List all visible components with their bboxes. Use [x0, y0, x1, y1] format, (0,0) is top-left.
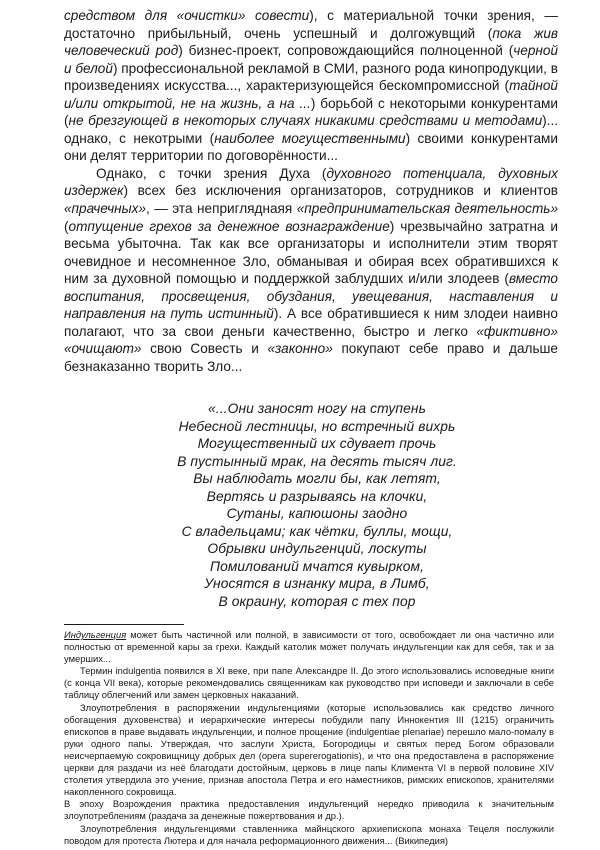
italic-run: пока жив человеческий род: [64, 25, 558, 59]
text-run: свою Совесть и: [141, 341, 268, 357]
footnote-paragraph-1: [64, 629, 554, 665]
text-run: ). А все обратившиеся к ним злодеи наивно полагают, что за свои деньги качественно, быстро и легко: [64, 306, 558, 339]
italic-run: средством для «очистки» совести: [64, 8, 310, 23]
italic-run: не брезгующей в некоторых случаях никакими средствами и методами: [68, 113, 543, 129]
text-run: Однако, с точки зрения Духа (: [96, 165, 327, 181]
main-text: [64, 7, 558, 375]
poem-line: Помилований мчатся кувырком,: [209, 558, 425, 574]
italic-run: «фиктивно» «очищают»: [64, 323, 558, 357]
italic-run: «прачечных»: [64, 201, 146, 217]
italic-run: «законно»: [267, 341, 333, 357]
poem-line: В окраину, которая с тех пор: [218, 593, 416, 609]
text-run: покупают себе право и дальше безнаказанно творить Зло...: [64, 341, 558, 374]
poem-line: «...Они заносят ногу на ступень: [208, 401, 426, 416]
text-run: ) своими конкурентами они делят территории по договорённости...: [64, 130, 558, 164]
text-run: ) борьбой с некоторыми конкурентами (: [64, 95, 558, 129]
italic-run: отпущение грехов за денежное вознаграждение: [68, 218, 390, 234]
footnote-paragraph-4: В эпоху Возрождения практика предоставления индульгенций нередко приводила к значительным злоупотреблениям (раздача за денежные пожертвования и др.).: [64, 798, 554, 822]
text-run: ), с материальной точки зрения, — достаточно прибыльный, очень успешный и долгожувщий (: [64, 8, 558, 41]
italic-run: «предпринимательская деятельность»: [296, 201, 558, 217]
footnote-paragraph-5: Злоупотребления индульгенциями ставленника майнцского архиепископа монаха Тецеля послужили поводом для протеста Лютера и для начала реформационного движения... (Википедия): [64, 822, 554, 846]
text-run: , — эта непригляднаяя: [145, 201, 297, 217]
footnote-term: Индульгенция: [64, 629, 127, 640]
poem-line: Могущественный их сдувает прочь: [197, 436, 437, 451]
poem-line: Вы наблюдать могли бы, как летят,: [193, 471, 441, 486]
italic-run: черной и белой: [64, 43, 559, 76]
italic-run: вместо воспитания, просвещения, обуздания, увещевания, наставления и направления на путь истинный: [64, 271, 558, 322]
text-run: ) чрезвычайно затратна и весьма убыточна. Так как все организаторы и исполнители этим творят очевидное и несомненное Зло, обманывая и обирая всех обратившихся к ним за духовной помощью и поддержкой заблудших и/или злодеев (: [64, 218, 558, 287]
text-run: ) бизнес-проект, сопровождающийся полноценной (: [178, 43, 514, 59]
italic-run: тайной и/или открытой, не на жизнь, а на ...: [64, 78, 558, 111]
poem-line: В пустынный мрак, на десять тысяч лиг.: [177, 453, 457, 469]
poem-line: С владельцами; как чётки, буллы, мощи,: [181, 523, 453, 539]
footnote-paragraph-2: Термин indulgentia появился в XI веке, при папе Александре II. До этого использовались исповедные книги (с конца VII века), которые рекомендовались священникам как руководство при исповеди и заключали в себе таблицу облегчений или замен церковных наказаний.: [64, 665, 554, 701]
poem-line: Уносятся в изнанку мира, в Лимб,: [204, 576, 430, 591]
poem-line: Обрывки индульгенций, лоскуты: [207, 541, 427, 556]
footnote: [64, 629, 554, 847]
footnote-paragraph-3: Злоупотребления в распоряжении индульгенциями (которые использовались как средство личного обогащения духовенства) и иерархические интересы побудили папу Иннокентия III (1215) ограничить епископов в праве выдавать индульгенции, и полное прощение (indulgentiae plenariae) перешло мало-помалу в руки одного папы. Утверждая, что заслуги Христа, Богородицы и святых перед Богом образовали неисчерпаемую сокровищницу добрых дел (opera supererogationis), и что она предоставлена в распоряжение церкви для раздачи из неё благодати достойным, церковь в лице папы Климента VI в первой половине XIV столетия утвердила это учение, признав апостола Петра и его наместников, римских епископов, хранителями накопленного сокровища.: [64, 701, 554, 798]
poem-quote: [64, 400, 558, 610]
italic-run: наиболее могущественными: [214, 130, 406, 146]
text-run: ) профессиональной рекламой в СМИ, разного рода кинопродукции, в произведениях искусства..., характеризующейся бескомпромиссной (: [64, 60, 558, 94]
paragraph-1: [64, 7, 558, 165]
footnote-text: может быть частичной или полной, в зависимости от того, освобождает ли она частично или полностью от временной кары за грехи. Каждый католик может получать индульгенции как для себя, так и за умерших...: [64, 629, 554, 665]
text-run: ) всех без исключения организаторов, сотрудников и клиентов: [123, 183, 558, 199]
italic-run: духовного потенциала, духовных издержек: [64, 165, 558, 199]
footnote-divider: [64, 624, 184, 625]
poem-line: Небесной лестницы, но встречный вихрь: [178, 418, 456, 434]
text-run: (: [64, 218, 69, 234]
poem-line: Сутаны, капюшоны заодно: [226, 506, 408, 521]
text-run: )... однако, с некотрыми (: [64, 113, 558, 146]
paragraph-2: [64, 165, 558, 376]
poem-line: Вертясь и разрываясь на клочки,: [206, 488, 428, 504]
